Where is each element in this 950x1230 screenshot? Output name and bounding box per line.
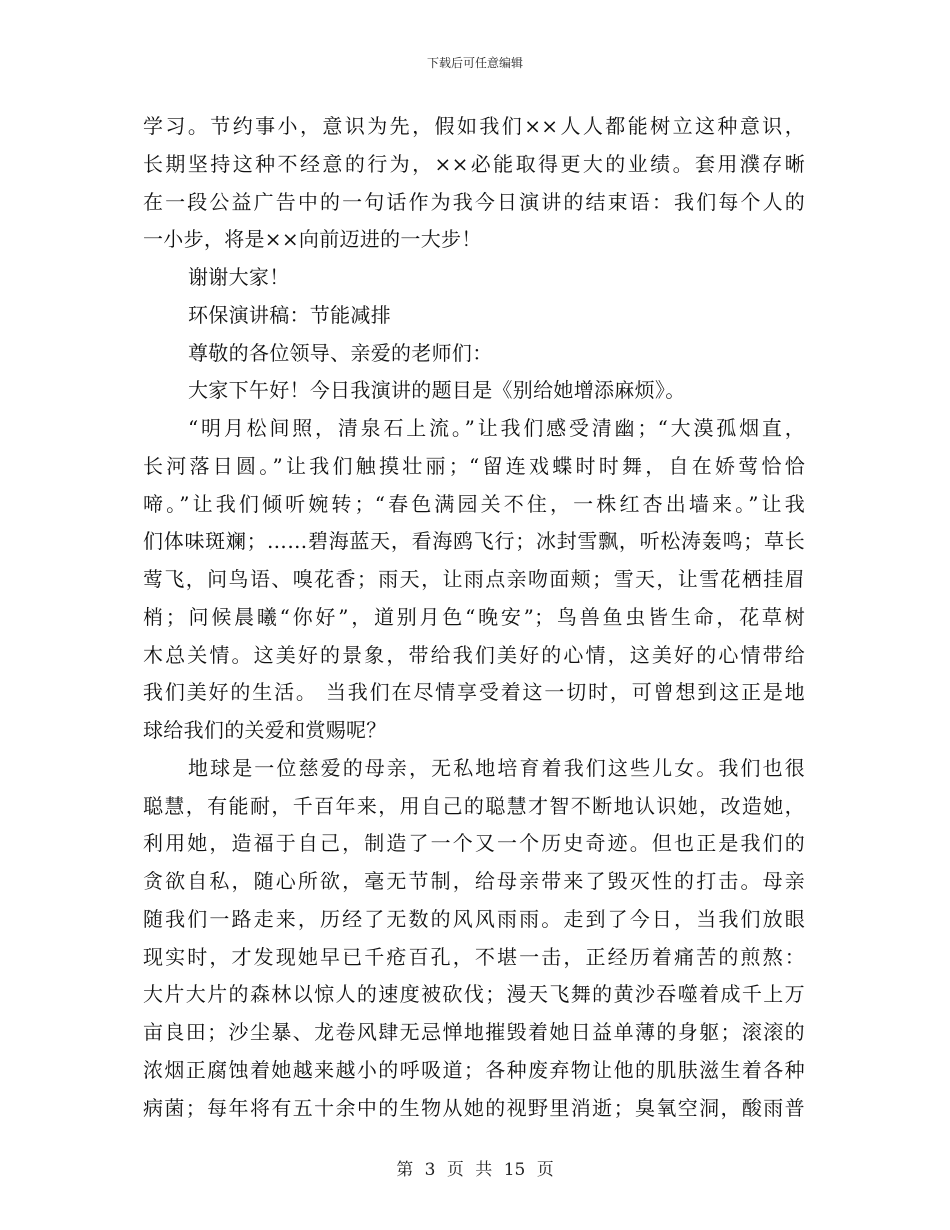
- body-line: 学习。节约事小，意识为先，假如我们××人人都能树立这种意识，: [143, 114, 805, 138]
- body-line: 贪欲自私，随心所欲，毫无节制，给母亲带来了毁灭性的打击。母亲: [143, 869, 805, 893]
- section-title: 环保演讲稿：节能减排: [188, 302, 391, 327]
- body-line: 在一段公益广告中的一句话作为我今日演讲的结束语：我们每个人的: [143, 189, 805, 214]
- body-line: 聪慧，有能耐，千百年来，用自己的聪慧才智不断地认识她，改造她，: [143, 793, 805, 818]
- body-line: 梢；问候晨曦“你好”，道别月色“晚安”；鸟兽鱼虫皆生命，花草树: [143, 604, 805, 629]
- body-line: 一小步，将是××向前迈进的一大步！: [143, 227, 482, 252]
- body-line: 地球是一位慈爱的母亲，无私地培育着我们这些儿女。我们也很: [188, 755, 805, 780]
- body-line: 病菌；每年将有五十余中的生物从她的视野里消逝；臭氧空洞，酸雨普: [143, 1095, 805, 1120]
- body-line: 大家下午好！今日我演讲的题目是《别给她增添麻烦》。: [188, 378, 686, 403]
- body-line: 随我们一路走来，历经了无数的风风雨雨。走到了今日，当我们放眼: [143, 906, 805, 931]
- body-line: 木总关情。这美好的景象，带给我们美好的心情，这美好的心情带给: [143, 642, 805, 667]
- salutation: 尊敬的各位领导、亲爱的老师们：: [188, 340, 493, 365]
- body-line: 长期坚持这种不经意的行为，××必能取得更大的业绩。套用濮存晰: [143, 151, 805, 176]
- page-header-note: 下载后可任意编辑: [426, 56, 523, 70]
- body-line: 谢谢大家！: [188, 265, 290, 289]
- body-line: 现实时，才发现她早已千疮百孔，不堪一击，正经历着痛苦的煎熬：: [143, 944, 805, 969]
- body-line: 大片大片的森林以惊人的速度被砍伐；漫天飞舞的黄沙吞噬着成千上万: [143, 982, 805, 1007]
- page-number-footer: 第 3 页 共 15 页: [396, 1160, 554, 1180]
- body-line: “明月松间照，清泉石上流。”让我们感受清幽；“大漠孤烟直，: [188, 416, 805, 440]
- body-line: 莺飞，问鸟语、嗅花香；雨天，让雨点亲吻面颊；雪天，让雪花栖挂眉: [143, 567, 805, 591]
- body-line: 们体味斑斓；……碧海蓝天，看海鸥飞行；冰封雪飘，听松涛轰鸣；草长: [143, 529, 805, 554]
- document-body: [143, 108, 805, 1127]
- body-line: 长河落日圆。”让我们触摸壮丽；“留连戏蝶时时舞，自在娇莺恰恰: [143, 453, 805, 478]
- body-line: 啼。”让我们倾听婉转；“春色满园关不住，一株红杏出墙来。”让我: [143, 491, 805, 516]
- body-line: 亩良田；沙尘暴、龙卷风肆无忌惮地摧毁着她日益单薄的身躯；滚滚的: [143, 1020, 805, 1044]
- body-line: 我们美好的生活。 当我们在尽情享受着这一切时，可曾想到这正是地: [143, 680, 805, 705]
- body-line: 利用她，造福于自己，制造了一个又一个历史奇迹。但也正是我们的: [143, 831, 805, 856]
- body-line: 浓烟正腐蚀着她越来越小的呼吸道；各种废弃物让他的肌肤滋生着各种: [143, 1057, 805, 1082]
- body-line: 球给我们的关爱和赏赐呢？: [143, 718, 387, 742]
